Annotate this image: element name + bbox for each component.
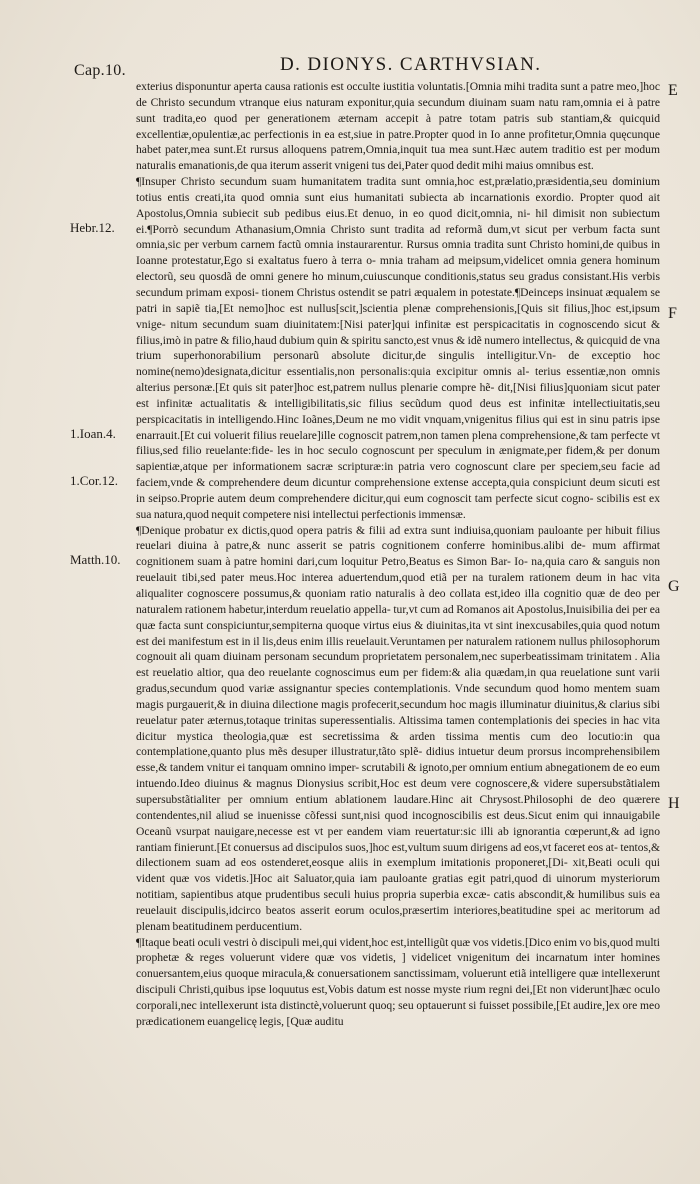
main-text-column [136, 79, 660, 1030]
section-letter-g: G [668, 578, 680, 595]
margin-note-hebr: Hebr.12. [70, 220, 115, 235]
margin-note-ioan: 1.Ioan.4. [70, 426, 116, 441]
section-letter-f: F [668, 305, 677, 322]
paragraph: ¶Itaque beati oculi vestri ò discipuli mei,qui vident,hoc est,intelligũt quæ vos videtis.[Dico enim vo bis,quod multi prophetæ & reges voluerunt videre quæ vos videtis, ] videlicet vnigenitum dei incarnatum inter homines conuersantem,eius quoque miracula,& conuersationem sanctissimam, voluerunt etiã intelligere quæ intellexerunt discipuli Christi,quibus ipse loquutus est,Vobis datum est nosse myste rium regni dei,[Et non viderunt]hæc oculo corporali,nec intellexerunt ista distinctè,voluerunt quoq; seu optauerunt si fuisset possibile,[Et audire,]ex ore meo prædicationem euangelicę legis, [Quæ auditu [136, 935, 660, 1028]
running-title: D. DIONYS. CARTHVSIAN. [280, 54, 542, 75]
paragraph: exterius disponuntur aperta causa rationis est occulte iustitia voluntatis.[Omnia mihi tradita sunt a patre meo,]hoc de Christo secundum vtranque eius naturam exponitur,quia secundum diuinam suam natu ram,omnia ei à patre sunt tradita,eo quod per generationem æternam accepit à patre totam patris sub stantiam,& quicquid excellentiæ,opulentiæ,ac perfectionis in ea est,siue in patre.Propter quod in Io anne profitetur,Omnia quęcunque habet pater,mea sunt.Et rursus alloquens patrem,Omnia,inquit tua mea sunt.Hæc autem traditio est per modum naturalis emanationis,de qua iterum asserit vnigeni tus dei,Pater quod dedit mihi maius omnibus est. [136, 80, 660, 173]
page-header [0, 50, 700, 80]
margin-note-cor: 1.Cor.12. [70, 473, 119, 488]
section-letter-e: E [668, 82, 678, 99]
paragraph: ¶Insuper Christo secundum suam humanitatem tradita sunt omnia,hoc est,prælatio,præsidentia,seu dominium totius entis creati,ita quod omnia sunt eius humanitati subiecta ab incarnationis exordio. Propter quod ait Apostolus,Omnia subiecit sub pedibus eius.Et denuo, in eo quod dicit,omnia, ni- hil dimisit non subiectum ei.¶Porrò secundum Athanasium,Omnia Christo sunt tradita ad reformã dum,vt sicut per verbum facta sunt omnia,sic per verbum carnem factũ omnia instaurarentur. Rursus omnia tradita sunt Christo homini,de quibus in Ioanne protestatur,Ego si exaltatus fuero à terra o- mnia traham ad meipsum,videlicet omnia genera hominum electorũ, seu quosdã de omni genere ho minum,cuiuscunque conditionis,status seu gradus consistant.His verbis secundum primam exposi- tionem Christus ostendit se patri æqualem in potestate.¶Deinceps insinuat æqualem se patri in sapiẽ tia,[Et nemo]hoc est nullus[scit,]scientia plenæ comprehensionis,[Quis sit filius,]hoc est,ipsum vnige- nitum secundum suam diuinitatem:[Nisi pater]qui infinitæ est perspicacitatis in cognoscendo sicut & filius,imò in patre & filio,haud dubium quin & spiritu sancto,est vnus & idẽ numero intellectus, & quicquid de vna trium superhonorabilium personarũ absolute dicitur,de singulis intelligitur.Vn- de exceptio hoc nomine(nemo)designata,dicitur essentialis,non personalis:quia excipitur omnis al- terius essentiæ,non omnis alterius personæ.[Et quis sit pater]hoc est,patrem nullus plenarie compre hẽ- dit,[Nisi filius]quoniam sicut pater est infinitæ actualitatis & intelligibilitatis,sic filius secũdum quod deus est infinitæ intellectiuitatis,seu perspicacitatis in intelligendo.Hinc Ioãnes,Deum ne mo vidit vnquam,vnigenitus filius qui est in sinu patris ipse enarrauit.[Et cui voluerit filius reuelare]ille cognoscit patrem,non tamen plena comprehensione,& tam perfecte vt filius,sed filio reuelante:fide- les in hoc seculo cognoscunt per speculum in ænigmate,per fidem,& per donum sapientiæ,atque per informationem sacræ scripturæ:in patria vero cognoscunt clare per speciem,seu facie ad faciem,vnde & comprehendere deum dicuntur comprehensione extense accepta,quia conspiciunt deum sicuti est in seipso.Proprie autem deum comprehendere dicitur,qui eum cognoscit tam perfecte sicut cogno- scibilis est ex sua natura,quod nequit competere nisi intellectui perfectionis immensæ. [136, 175, 660, 521]
section-letter-h: H [668, 795, 680, 812]
margin-note-matth: Matth.10. [70, 552, 121, 567]
paragraph: ¶Denique probatur ex dictis,quod opera patris & filii ad extra sunt indiuisa,quoniam pauloante per hibuit filius reuelari diuina à patre,& nunc asserit se patris cognitionem conferre hominibus.alibi de- mum affirmat cognitionem suam à patre homini dari,cum loquitur Petro,Beatus es Simon Bar- Io- na,quia caro & sanguis non reuelauit tibi,sed pater meus.Hoc interea aduertendum,quod etiã per na turalem rationem deum in hac vita aliqualiter cognoscere possumus,& quoniam ratio naturalis à deo collata est,ideo illa cognitio quæ de deo per naturalem rationem habetur,interdum reuelatio appella- tur,vt cum ad Romanos ait Apostolus,Inuisibilia dei per ea quæ facta sunt conspiciuntur,sempiterna quoque virtus eius & diuinitas,ita vt sint inexcusabiles,quia quod notum est dei manifestum est in il lis,deus enim illis reuelauit.Veruntamen per naturalem rationem nullus philosophorum cognouit ali quam diuinam personam secundum proprietatem personalem,nec superbeatissimam trinitatem . Alia est reuelatio altior, qua deo reuelante cognoscimus eum per fidem:& alia quædam,in qua reuelatione sunt varii gradus,secundum quod variæ assignantur species contemplationis. Vnde secundum quod homo mentem suam magis purgauerit,& in diuina dilectione magis profecerit,secundum hoc magis illuminatur diuinitus,& clarius sibi reuelatur pater æternus,totaque trinitas superessentialis. Altissima tamen contemplationis dei species in hac vita dicitur mystica theologia,quæ est secretissima & arden tissima mentis cum deo locutio:in qua contemplatione,quanto plus mẽs desuper illustratur,tãto splẽ- didius intuetur deum prorsus incomprehensibilem esse,& tandem vnitur ei tanquam omnino imper- scrutabili & ignoto,per omnium entium abnegationem de eo eum intuendo.Ideo diuinus & magnus Dionysius scribit,Hoc est deum vere cognoscere,& videre supersubstãtialem supersubstãtialiter per omnium entium ablationem laudare.Hinc ait Chrysost.Philosophi de deo quærere contendentes,nil aliud se inuenisse cõfessi sunt,nisi quod incognoscibilis est deus.Sicut enim qui innauigabile Oceanũ vsurpat nauigare,necesse est vt per eandem viam reuertatur:sic illi ab ignorantia cœperunt,& ad igno rantiam finierunt.[Et conuersus ad discipulos suos,]hoc est,vultum suum dirigens ad eos,vt faceret eos at- tentos,& dilectionem suam ad eos ostenderet,eosque aliis in exemplum imitationis proponeret,[Di- xit,Beati oculi qui vident quæ vos videtis.]Hoc ait Saluator,quia iam pauloante gratias egit patri,quod di uinorum mysteriorum notitiam, sapientibus atque prudentibus seculi huius propria superbia excæ- catis abscondit,& humilibus suis ea reuelauit discipulis,idcirco beatos asserit eorum oculos,præsertim interiores,beatitudine spei ac meritorum ad plenam beatitudinem perducentium. [136, 523, 660, 933]
chapter-label: Cap.10. [74, 62, 126, 79]
